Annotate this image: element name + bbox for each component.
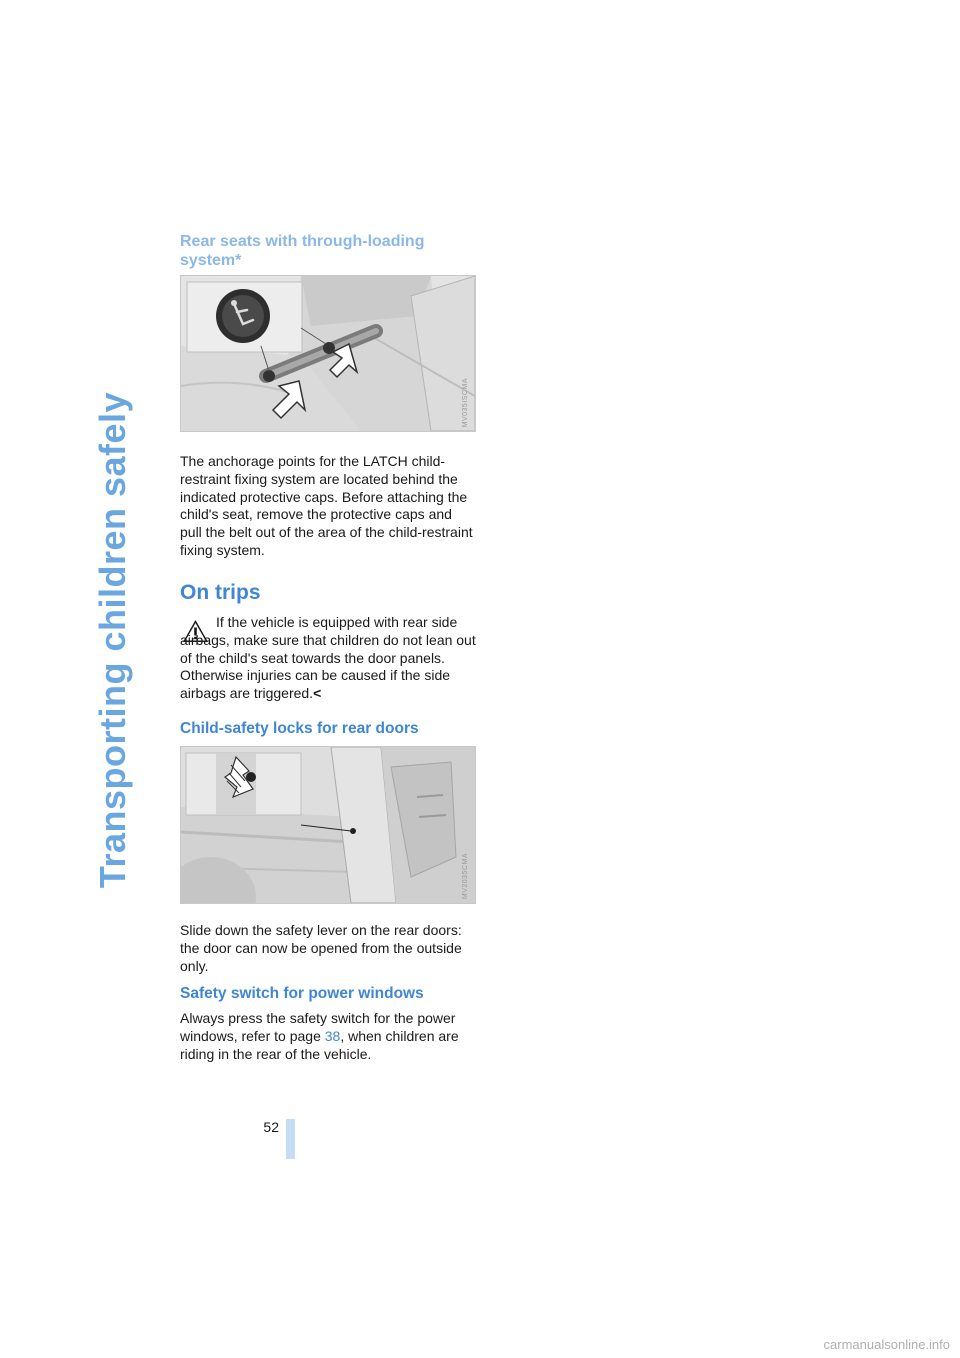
figure-code: MV035ISCMA [462,377,469,427]
end-mark: < [313,685,322,702]
warning-paragraph [180,614,476,703]
safety-switch-text-after: , when children are riding in the rear of the vehicle. [180,1027,459,1062]
side-title-text: Transporting children safely [92,391,133,889]
page-reference-link[interactable]: 38 [324,1027,341,1044]
figure-code: MV2035CMA [462,852,469,899]
latch-description: The anchorage points for the LATCH child-restraint fixing system are located behind the indicated protective caps. Before attaching the child's seat, remove the protective caps and pull the belt out of the area of the child-restraint fixing system. [180,453,473,558]
figure-latch-anchorage [180,275,476,432]
heading-safety-switch: Safety switch for power windows [180,985,424,1002]
section-heading-through-loading: Rear seats with through-loading system* [180,233,425,269]
page-number-bar [286,1119,295,1159]
page-number: 52 [263,1119,279,1135]
latch-illustration [181,276,475,431]
watermark: carmanualsonline.info [823,1337,950,1352]
safety-switch-paragraph [180,1010,476,1063]
heading-child-safety-locks: Child-safety locks for rear doors [180,720,419,737]
child-lock-illustration [181,747,475,903]
heading-on-trips: On trips [180,581,261,604]
figure-child-lock [180,746,476,904]
warning-text: If the vehicle is equipped with rear side airbags, make sure that children do not lean out of the child's seat towards the door panels. Otherwise injuries can be caused if the side airbags are triggered. [180,614,476,702]
child-lock-description: Slide down the safety lever on the rear doors: the door can now be opened from the outside only. [180,922,462,974]
safety-switch-text-before: Always press the safety switch for the power windows, refer to page [180,1010,456,1044]
